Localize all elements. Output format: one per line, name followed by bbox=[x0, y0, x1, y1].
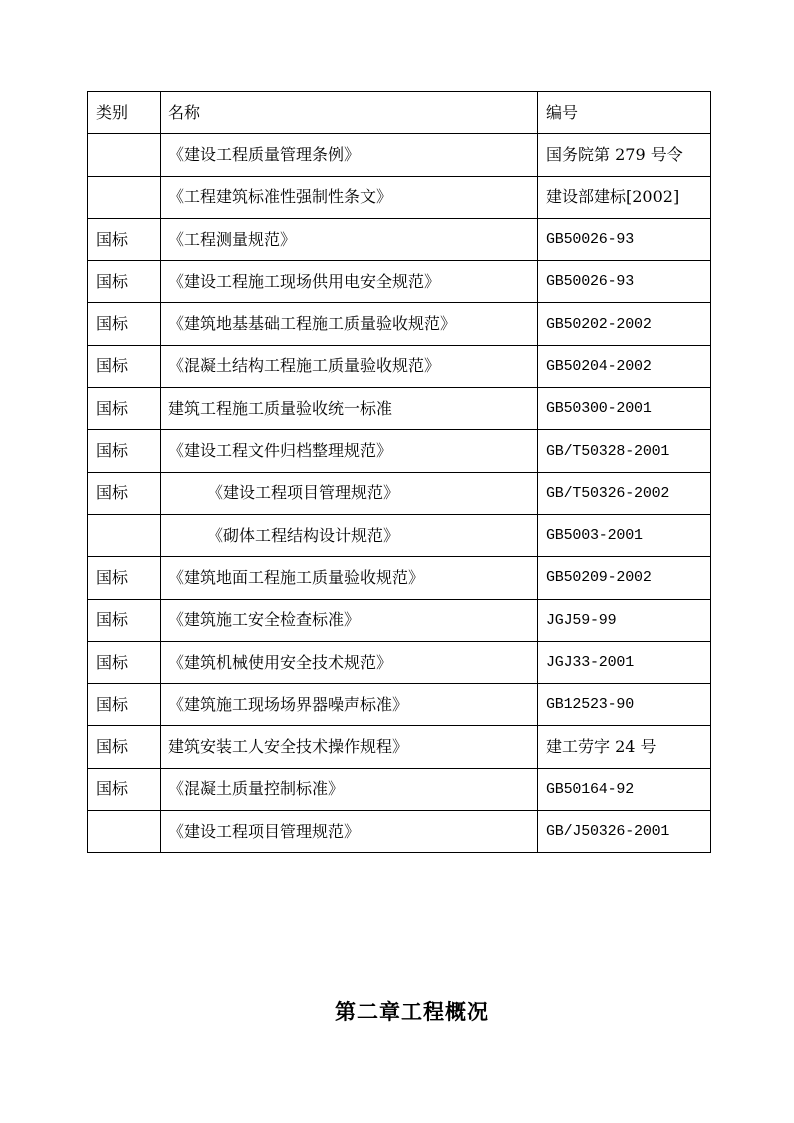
cell-name: 《工程建筑标准性强制性条文》 bbox=[161, 176, 538, 218]
table-row bbox=[88, 557, 711, 599]
cell-category: 国标 bbox=[88, 726, 161, 768]
cell-number: GB5003-2001 bbox=[538, 514, 711, 556]
cell-name: 建筑安装工人安全技术操作规程》 bbox=[161, 726, 538, 768]
cell-name: 《建筑施工安全检查标准》 bbox=[161, 599, 538, 641]
cell-category: 国标 bbox=[88, 388, 161, 430]
table-row bbox=[88, 684, 711, 726]
cell-category: 国标 bbox=[88, 768, 161, 810]
cell-name: 《建筑地基基础工程施工质量验收规范》 bbox=[161, 303, 538, 345]
cell-number: GB/T50328-2001 bbox=[538, 430, 711, 472]
table-row bbox=[88, 303, 711, 345]
cell-category bbox=[88, 134, 161, 176]
cell-category: 国标 bbox=[88, 557, 161, 599]
cell-number: GB50164-92 bbox=[538, 768, 711, 810]
header-number: 编号 bbox=[538, 92, 711, 134]
cell-number: GB50300-2001 bbox=[538, 388, 711, 430]
cell-name: 《建设工程施工现场供用电安全规范》 bbox=[161, 261, 538, 303]
cell-name: 建筑工程施工质量验收统一标准 bbox=[161, 388, 538, 430]
cell-category: 国标 bbox=[88, 472, 161, 514]
table-row bbox=[88, 430, 711, 472]
cell-category: 国标 bbox=[88, 261, 161, 303]
table-row bbox=[88, 726, 711, 768]
cell-category: 国标 bbox=[88, 345, 161, 387]
cell-number: GB50202-2002 bbox=[538, 303, 711, 345]
table-row bbox=[88, 641, 711, 683]
header-name: 名称 bbox=[161, 92, 538, 134]
table-row bbox=[88, 134, 711, 176]
cell-number: GB50209-2002 bbox=[538, 557, 711, 599]
cell-name: 《建设工程项目管理规范》 bbox=[161, 811, 538, 853]
cell-name: 《建设工程项目管理规范》 bbox=[161, 472, 538, 514]
chapter-title: 第二章工程概况 bbox=[335, 999, 489, 1024]
cell-number: GB50204-2002 bbox=[538, 345, 711, 387]
table-row bbox=[88, 599, 711, 641]
cell-number: GB50026-93 bbox=[538, 218, 711, 260]
cell-name: 《混凝土结构工程施工质量验收规范》 bbox=[161, 345, 538, 387]
cell-category bbox=[88, 514, 161, 556]
cell-category: 国标 bbox=[88, 218, 161, 260]
cell-name: 《混凝土质量控制标准》 bbox=[161, 768, 538, 810]
cell-number: GB12523-90 bbox=[538, 684, 711, 726]
cell-category: 国标 bbox=[88, 599, 161, 641]
cell-name: 《建筑施工现场场界器噪声标准》 bbox=[161, 684, 538, 726]
cell-name: 《建筑机械使用安全技术规范》 bbox=[161, 641, 538, 683]
cell-number: JGJ59-99 bbox=[538, 599, 711, 641]
cell-category: 国标 bbox=[88, 303, 161, 345]
cell-name: 《建筑地面工程施工质量验收规范》 bbox=[161, 557, 538, 599]
cell-number: JGJ33-2001 bbox=[538, 641, 711, 683]
cell-number: 建工劳字 24 号 bbox=[538, 726, 711, 768]
cell-category bbox=[88, 811, 161, 853]
cell-number: 国务院第 279 号令 bbox=[538, 134, 711, 176]
table-row bbox=[88, 514, 711, 556]
table-row bbox=[88, 388, 711, 430]
cell-category: 国标 bbox=[88, 430, 161, 472]
cell-name: 《工程测量规范》 bbox=[161, 218, 538, 260]
cell-number: 建设部建标[2002] bbox=[538, 176, 711, 218]
cell-name: 《建设工程文件归档整理规范》 bbox=[161, 430, 538, 472]
cell-number: GB50026-93 bbox=[538, 261, 711, 303]
cell-name: 《建设工程质量管理条例》 bbox=[161, 134, 538, 176]
table-row bbox=[88, 345, 711, 387]
cell-number: GB/J50326-2001 bbox=[538, 811, 711, 853]
cell-category bbox=[88, 176, 161, 218]
cell-category: 国标 bbox=[88, 684, 161, 726]
standards-table bbox=[87, 91, 711, 853]
table-row bbox=[88, 811, 711, 853]
table-row bbox=[88, 176, 711, 218]
table-row bbox=[88, 768, 711, 810]
cell-name: 《砌体工程结构设计规范》 bbox=[161, 514, 538, 556]
table-row bbox=[88, 261, 711, 303]
cell-number: GB/T50326-2002 bbox=[538, 472, 711, 514]
table-row bbox=[88, 218, 711, 260]
table-row bbox=[88, 472, 711, 514]
header-category: 类别 bbox=[88, 92, 161, 134]
cell-category: 国标 bbox=[88, 641, 161, 683]
table-header-row bbox=[88, 92, 711, 134]
